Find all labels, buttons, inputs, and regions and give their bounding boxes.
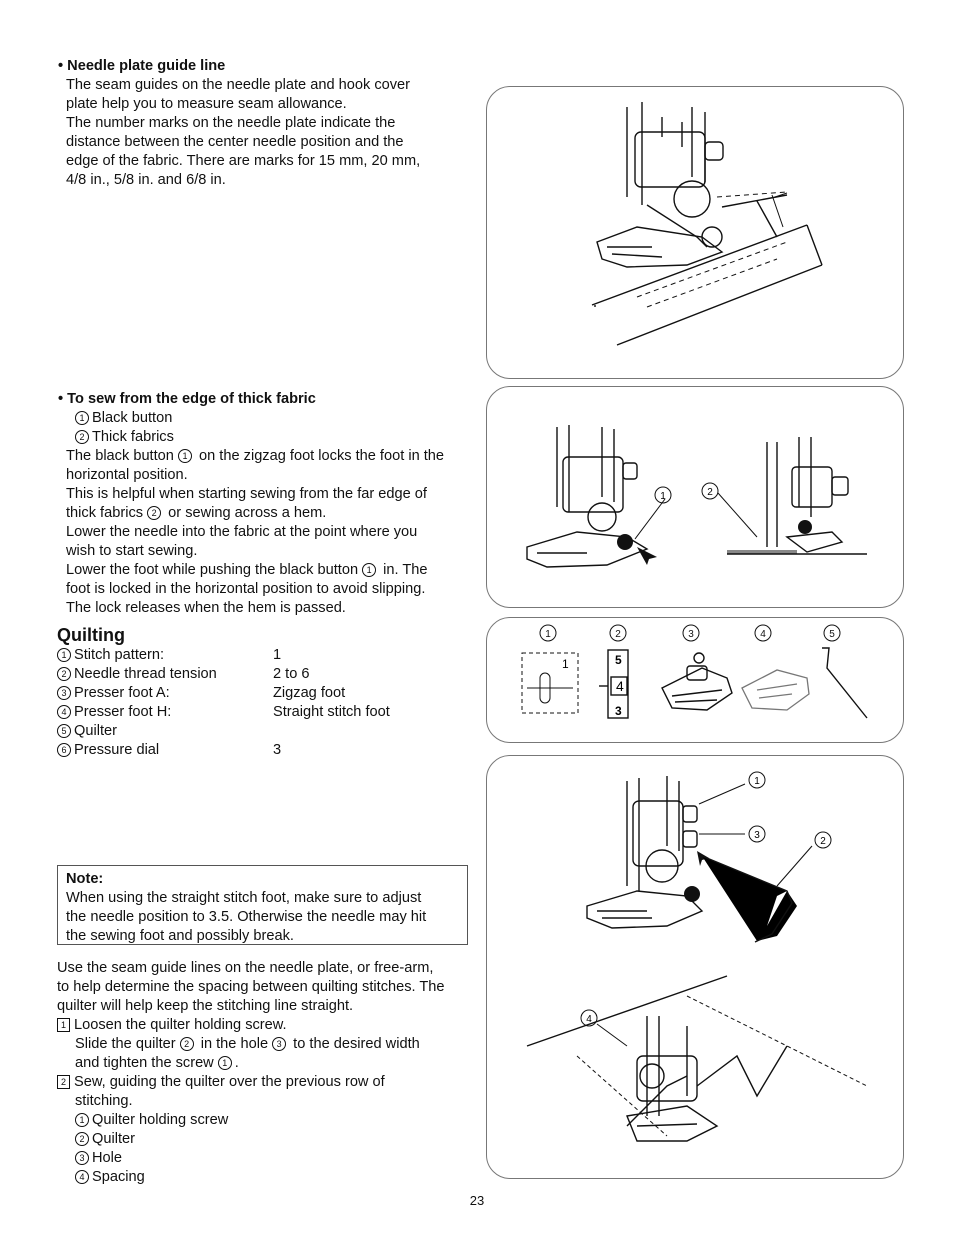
- quilting-settings-table: [57, 646, 390, 760]
- svg-text:4: 4: [760, 629, 766, 640]
- thick-fabric-text-9: The lock releases when the hem is passed.: [66, 600, 346, 616]
- svg-text:4: 4: [616, 678, 624, 694]
- thick-fabric-item-1: 1 Black button: [66, 409, 486, 428]
- callout-3-icon: 3: [57, 686, 71, 700]
- part-2: 2 Quilter: [57, 1130, 477, 1149]
- note-text-3: the sewing foot and possibly break.: [66, 928, 294, 944]
- callout-5-icon: 5: [57, 724, 71, 738]
- thick-fabric-text-3: This is helpful when starting sewing from the far edge of: [66, 486, 427, 502]
- quilting-title: Quilting: [57, 625, 125, 645]
- step-1: 1 Loosen the quilter holding screw.: [57, 1016, 477, 1035]
- table-row: 3 Presser foot A: Zigzag foot: [57, 684, 390, 703]
- callout-1-icon: 1: [178, 449, 192, 463]
- step-2: 2 Sew, guiding the quilter over the previous row of: [57, 1073, 477, 1092]
- quilter-usage-text-1: Use the seam guide lines on the needle plate, or free-arm,: [57, 960, 434, 976]
- callout-2-icon: 2: [57, 667, 71, 681]
- thick-fabric-text-6: wish to start sewing.: [66, 543, 198, 559]
- callout-2-icon: 2: [147, 506, 161, 520]
- svg-text:2: 2: [707, 487, 713, 498]
- quilter-attachment-illustration: [487, 756, 905, 1180]
- note-title: Note:: [66, 871, 104, 887]
- thick-fabric-item-2: 2 Thick fabrics: [66, 428, 486, 447]
- quilter-usage-text-2: to help determine the spacing between quilting stitches. The: [57, 979, 445, 995]
- figure-needle-plate-guide: [486, 86, 904, 379]
- thick-fabric-text-4: thick fabrics 2 or sewing across a hem.: [66, 505, 327, 521]
- table-row: 4 Presser foot H: Straight stitch foot: [57, 703, 390, 722]
- callout-2-icon: 2: [180, 1037, 194, 1051]
- note-text-1: When using the straight stitch foot, make sure to adjust: [66, 890, 422, 906]
- guide-line-text-3: The number marks on the needle plate indicate the: [66, 115, 396, 131]
- thick-fabric-heading: • To sew from the edge of thick fabric: [58, 391, 316, 407]
- table-row: 2 Needle thread tension 2 to 6: [57, 665, 390, 684]
- step-2-icon: 2: [57, 1075, 70, 1089]
- svg-text:1: 1: [545, 629, 551, 640]
- svg-text:2: 2: [615, 629, 621, 640]
- callout-1-icon: 1: [75, 411, 89, 425]
- svg-text:5: 5: [829, 629, 835, 640]
- callout-4-icon: 4: [75, 1170, 89, 1184]
- guide-line-heading: • Needle plate guide line: [58, 58, 226, 74]
- callout-3-icon: 3: [75, 1151, 89, 1165]
- note-box: [57, 865, 468, 945]
- zigzag-foot-black-button-illustration: [487, 387, 905, 609]
- guide-line-text-6: 4/8 in., 5/8 in. and 6/8 in.: [66, 172, 226, 188]
- callout-1-icon: 1: [75, 1113, 89, 1127]
- guide-line-text-5: edge of the fabric. There are marks for 15 mm, 20 mm,: [66, 153, 421, 169]
- thick-fabric-text-2: horizontal position.: [66, 467, 188, 483]
- svg-text:1: 1: [562, 657, 569, 671]
- figure-thick-fabric: [486, 386, 904, 608]
- callout-3-icon: 3: [272, 1037, 286, 1051]
- thick-fabric-text-5: Lower the needle into the fabric at the point where you: [66, 524, 418, 540]
- thick-fabric-section: [58, 390, 486, 618]
- part-4: 4 Spacing: [57, 1168, 477, 1187]
- callout-6-icon: 6: [57, 743, 71, 757]
- quilter-usage-section: [57, 959, 477, 1187]
- callout-1-icon: 1: [218, 1056, 232, 1070]
- table-row: 1 Stitch pattern: 1: [57, 646, 390, 665]
- svg-text:3: 3: [688, 629, 694, 640]
- thick-fabric-text-1: The black button 1 on the zigzag foot locks the foot in the: [66, 448, 445, 464]
- svg-text:2: 2: [820, 836, 826, 847]
- step-1-icon: 1: [57, 1018, 70, 1032]
- svg-text:3: 3: [754, 830, 760, 841]
- svg-text:4: 4: [586, 1014, 592, 1025]
- step-2-text-2: stitching.: [75, 1093, 133, 1109]
- callout-1-icon: 1: [57, 648, 71, 662]
- svg-text:1: 1: [754, 776, 760, 787]
- thick-fabric-text-7: Lower the foot while pushing the black button 1 in. The: [66, 562, 428, 578]
- thick-fabric-text-8: foot is locked in the horizontal position to avoid slipping.: [66, 581, 426, 597]
- step-1-text-2: Slide the quilter 2 in the hole 3 to the desired width: [75, 1036, 420, 1052]
- quilting-section: [57, 624, 467, 760]
- needle-plate-guide-section: [58, 57, 476, 190]
- guide-line-text-4: distance between the center needle position and the: [66, 134, 404, 150]
- needle-plate-illustration: [487, 87, 905, 380]
- part-1: 1 Quilter holding screw: [57, 1111, 477, 1130]
- svg-text:5: 5: [615, 653, 622, 667]
- part-3: 3 Hole: [57, 1149, 477, 1168]
- svg-text:1: 1: [660, 491, 666, 502]
- callout-1-icon: 1: [362, 563, 376, 577]
- figure-quilting-accessories: [486, 617, 904, 743]
- callout-4-icon: 4: [57, 705, 71, 719]
- table-row: 6 Pressure dial 3: [57, 741, 390, 760]
- page-number: 23: [469, 1193, 485, 1208]
- quilting-parts-illustration: [487, 618, 905, 744]
- step-1-text-3: and tighten the screw 1 .: [75, 1055, 239, 1071]
- note-text-2: the needle position to 3.5. Otherwise the needle may hit: [66, 909, 427, 925]
- guide-line-text-1: The seam guides on the needle plate and hook cover: [66, 77, 411, 93]
- figure-quilter-installed: [486, 755, 904, 1179]
- table-row: 5 Quilter: [57, 722, 390, 741]
- guide-line-text-2: plate help you to measure seam allowance.: [66, 96, 347, 112]
- callout-2-icon: 2: [75, 430, 89, 444]
- callout-2-icon: 2: [75, 1132, 89, 1146]
- svg-text:3: 3: [615, 704, 622, 718]
- quilter-usage-text-3: quilter will help keep the stitching line straight.: [57, 998, 354, 1014]
